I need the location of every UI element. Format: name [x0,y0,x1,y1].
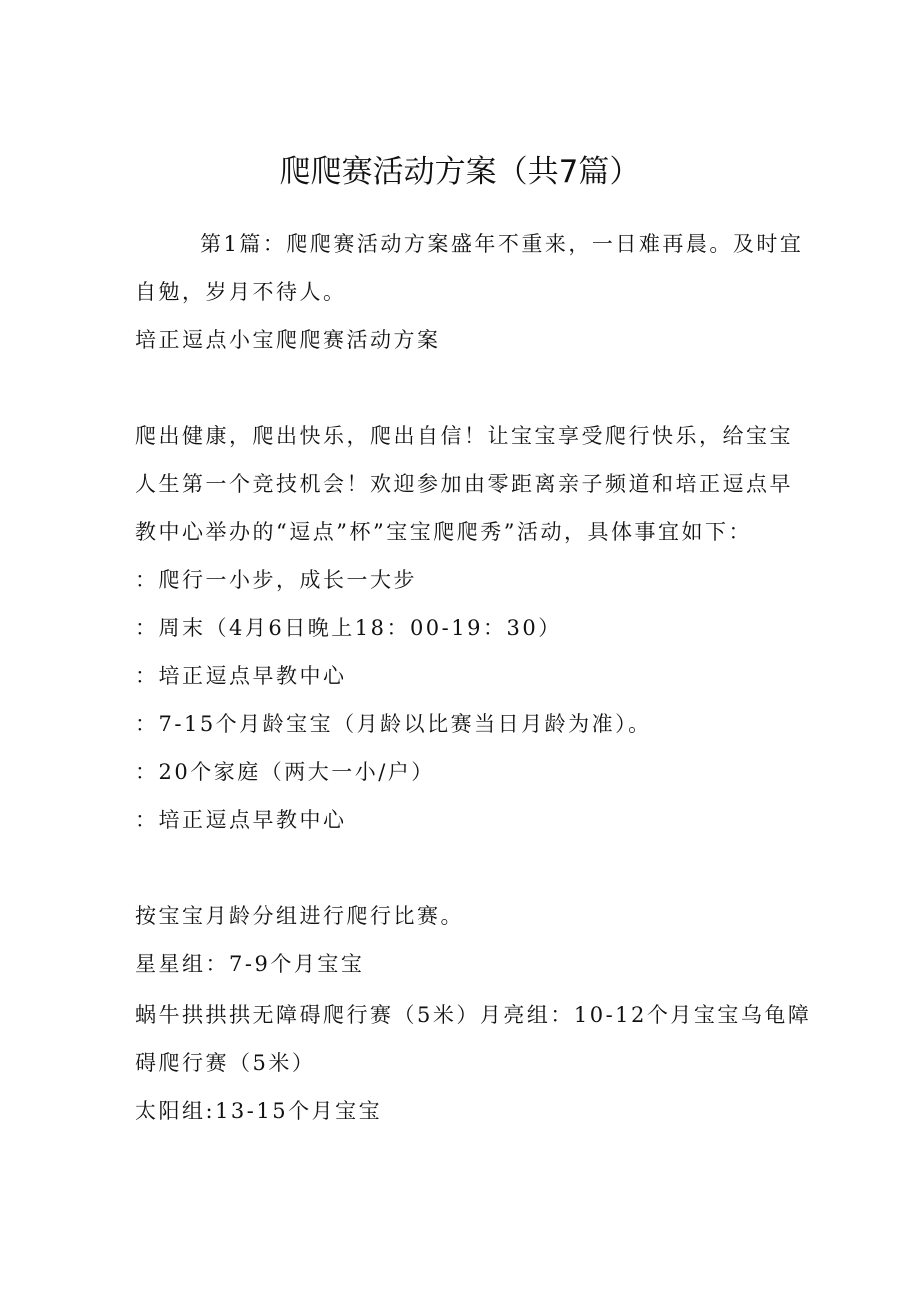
detail-line: ：周末（4月6日晚上18：00-19：30） [135,616,562,640]
detail-line: ：20个家庭（两大一小/户） [135,760,435,784]
document-title: 爬爬赛活动方案（共7篇） [279,154,641,190]
group-line: 蜗牛拱拱拱无障碍爬行赛（5米）月亮组：10-12个月宝宝乌龟障 [135,1003,812,1027]
group-line: 碍爬行赛（5米） [135,1051,316,1075]
paragraph-line: 自勉，岁月不待人。 [135,280,347,304]
group-line: 星星组：7-9个月宝宝 [135,952,365,976]
group-line: 太阳组:13-15个月宝宝 [135,1099,383,1123]
paragraph-line: 人生第一个竞技机会！欢迎参加由零距离亲子频道和培正逗点早 [135,472,793,496]
section-heading: 培正逗点小宝爬爬赛活动方案 [135,328,441,352]
paragraph-line: 按宝宝月龄分组进行爬行比赛。 [135,904,464,928]
detail-line: ：培正逗点早教中心 [135,808,347,832]
paragraph-line: 教中心举办的“逗点”杯”宝宝爬爬秀”活动，具体事宜如下： [135,520,752,544]
paragraph-line: 第1篇：爬爬赛活动方案盛年不重来，一日难再晨。及时宜 [200,232,804,256]
detail-line: ：7-15个月龄宝宝（月龄以比赛当日月龄为准）。 [135,712,652,736]
detail-line: ：培正逗点早教中心 [135,664,347,688]
detail-line: ：爬行一小步，成长一大步 [135,568,417,592]
paragraph-line: 爬出健康，爬出快乐，爬出自信！让宝宝享受爬行快乐，给宝宝 [135,424,793,448]
